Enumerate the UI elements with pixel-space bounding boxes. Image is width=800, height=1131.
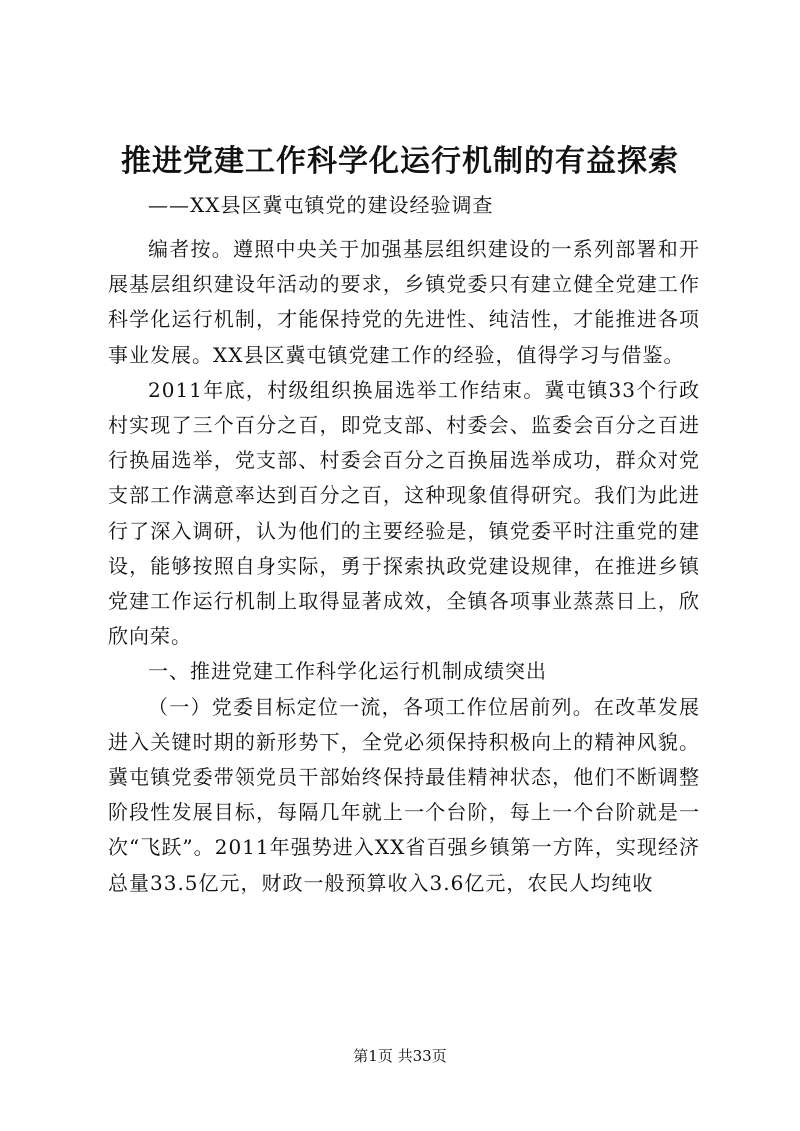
section-heading: 一、推进党建工作科学化运行机制成绩突出 <box>148 659 547 684</box>
page-footer: 第1页 共33页 <box>353 1047 447 1065</box>
document-title: 推进党建工作科学化运行机制的有益探索 <box>121 144 679 179</box>
section-paragraph: （一）党委目标定位一流，各项工作位居前列。在改革发展进入关键时期的新形势下，全党必须保持积极向上的精神风貌。冀屯镇党委带领党员干部始终保持最佳精神状态，他们不断调整阶段性发展目标，每隔几年就上一个台阶，每上一个台阶就是一次“飞跃”。2011年强势进入XX省百强乡镇第一方阵，实现经济总量33.5亿元，财政一般预算收入3.6亿元，农民人均纯收 <box>108 694 700 895</box>
intro-paragraph: 2011年底，村级组织换届选举工作结束。冀屯镇33个行政村实现了三个百分之百，即党支部、村委会、监委会百分之百进行换届选举，党支部、村委会百分之百换届选举成功，群众对党支部工作满意率达到百分之百，这种现象值得研究。我们为此进行了深入调研，认为他们的主要经验是，镇党委平时注重党的建设，能够按照自身实际，勇于探索执政党建设规律，在推进乡镇党建工作运行机制上取得显著成效，全镇各项事业蒸蒸日上，欣欣向荣。 <box>108 377 700 649</box>
editor-note-paragraph: 编者按。遵照中央关于加强基层组织建设的一系列部署和开展基层组织建设年活动的要求，乡镇党委只有建立健全党建工作科学化运行机制，才能保持党的先进性、纯洁性，才能推进各项事业发展。XX县区冀屯镇党建工作的经验，值得学习与借鉴。 <box>108 237 700 367</box>
document-body <box>108 232 700 901</box>
document-subtitle: ——XX县区冀屯镇党的建设经验调查 <box>148 193 494 217</box>
